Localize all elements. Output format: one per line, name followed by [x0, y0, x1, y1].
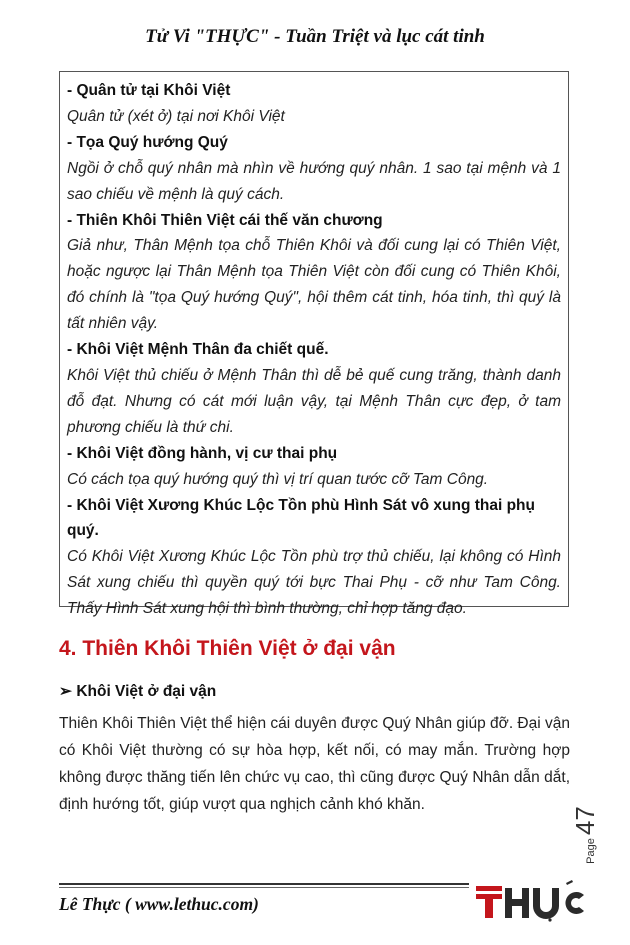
sub-heading: [59, 682, 216, 701]
box-item-heading: - Quân tử tại Khôi Việt: [67, 82, 231, 99]
box-item-desc: Giả như, Thân Mệnh tọa chỗ Thiên Khôi và đối cung lại có Thiên Việt, hoặc ngược lại Thân Mệnh tọa Thiên Việt còn đối cung có Thiên Khôi, đó chính là "tọa Quý hướng Quý", hội thêm cát tinh, hóa tinh, thì quý là tất nhiên vậy.: [67, 237, 561, 333]
page-number-value: 47: [570, 806, 600, 836]
box-item-desc: Khôi Việt thủ chiếu ở Mệnh Thân thì dễ bẻ quế cung trăng, thành danh đỗ đạt. Nhưng có cát mới luận vậy, tại Mệnh Thân cực đẹp, ở tam phương chiếu là thứ chi.: [67, 366, 561, 436]
thuc-logo-icon: [472, 880, 590, 922]
footer-author: Lê Thực ( www.lethuc.com): [59, 894, 259, 914]
box-item-heading: - Khôi Việt đồng hành, vị cư thai phụ: [67, 444, 338, 462]
box-item-desc: Có Khôi Việt Xương Khúc Lộc Tồn phù trợ thủ chiếu, lại không có Hình Sát xung chiếu thì quyền quý tới bực Thai Phụ - cỡ như Tam Công. Thấy Hình Sát xung hội thì bình thường, chỉ hợp tăng đạo.: [67, 548, 561, 618]
footer-divider-thin: [59, 887, 469, 888]
page-label: Page: [585, 838, 597, 864]
running-header: Tử Vi "THỰC" - Tuần Triệt và lục cát tinh: [145, 26, 485, 47]
arrow-bullet-icon: ➢: [59, 683, 72, 700]
box-item-desc: Ngồi ở chỗ quý nhân mà nhìn về hướng quý nhân. 1 sao tại mệnh và 1 sao chiếu về mệnh là quý cách.: [67, 159, 561, 203]
footer-divider: [59, 883, 469, 885]
page-number: [570, 805, 630, 865]
body-paragraph: Thiên Khôi Thiên Việt thể hiện cái duyên được Quý Nhân giúp đỡ. Đại vận có Khôi Việt thường có sự hòa hợp, kết nối, có may mắn. Trường hợp không được thăng tiến lên chức vụ cao, thì cũng được Quý Nhân dẫn dắt, định hướng tốt, giúp vượt qua nghịch cảnh khó khăn.: [59, 715, 570, 813]
box-item-heading: - Tọa Quý hướng Quý: [67, 133, 228, 151]
section-title: 4. Thiên Khôi Thiên Việt ở đại vận: [59, 637, 396, 660]
sub-heading-text: Khôi Việt ở đại vận: [76, 683, 217, 700]
box-item-desc: Quân tử (xét ở) tại nơi Khôi Việt: [67, 107, 285, 125]
quote-box: [59, 71, 569, 618]
box-item-heading: - Khôi Việt Mệnh Thân đa chiết quế.: [67, 341, 329, 359]
box-item-heading: - Thiên Khôi Thiên Việt cái thế văn chương: [67, 211, 383, 229]
box-item-heading: - Khôi Việt Xương Khúc Lộc Tồn phù Hình Sát vô xung thai phụ quý.: [67, 496, 535, 540]
box-item-desc: Có cách tọa quý hướng quý thì vị trí quan tước cỡ Tam Công.: [67, 470, 489, 488]
